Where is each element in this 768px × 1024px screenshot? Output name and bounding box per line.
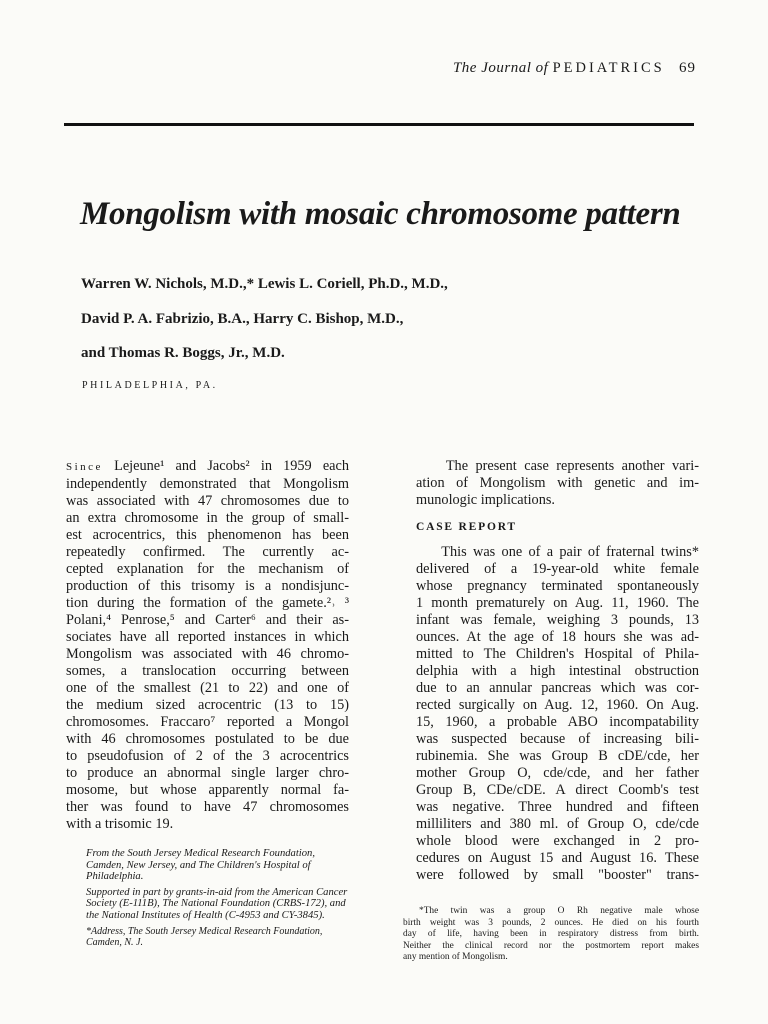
- body-line: was suspected because of increasing bili-: [416, 731, 699, 747]
- body-line: munologic implications.: [416, 492, 555, 508]
- body-line: somes, a translocation occurring between: [66, 663, 349, 679]
- footnote-support: Supported in part by grants-in-aid from the American Cancer Society (E-111B), The National Foundation (CRBS-172), and the National Institutes of Health (C-4953 and CY-3845).: [86, 886, 348, 921]
- body-line: ounces. At the age of 18 hours she was ad-: [416, 629, 699, 645]
- right-footnote: [403, 906, 699, 964]
- running-head: [453, 60, 696, 77]
- body-line: tion during the formation of the gamete.²˒ ³: [66, 595, 349, 611]
- author-line-1: Warren W. Nichols, M.D.,* Lewis L. Coriell, Ph.D., M.D.,: [81, 276, 448, 292]
- body-line: The present case represents another vari-: [445, 458, 699, 474]
- journal-prefix: The Journal of: [452, 60, 549, 76]
- body-line: rected surgically on Aug. 12, 1960. On Aug.: [416, 697, 699, 713]
- author-line-2: David P. A. Fabrizio, B.A., Harry C. Bishop, M.D.,: [81, 311, 404, 327]
- body-line: milliliters and 380 ml. of Group O, cde/cde: [416, 816, 699, 832]
- body-line: with a trisomic 19.: [66, 816, 174, 832]
- body-line: cepted explanation for the mechanism of: [66, 561, 349, 577]
- body-line: was negative. Three hundred and fifteen: [416, 799, 699, 815]
- body-line: whose pregnancy terminated spontaneously: [416, 578, 699, 594]
- body-line: mosome, but whose apparently normal fa-: [66, 782, 349, 798]
- footnote-line: Neither the clinical record nor the postmortem report makes: [403, 940, 699, 951]
- left-footnotes: [86, 848, 348, 953]
- body-line: to produce an abnormal single larger chro-: [66, 765, 349, 781]
- footnote-line: any mention of Mongolism.: [403, 952, 508, 962]
- lead-word: Since: [66, 461, 103, 473]
- body-line: Mongolism was associated with 46 chromo-: [66, 646, 349, 662]
- body-line: independently demonstrated that Mongolism: [66, 476, 349, 492]
- body-line: Polani,⁴ Penrose,⁵ and Carter⁶ and their as-: [66, 612, 349, 628]
- body-line: due to an annular pancreas which was cor-: [416, 680, 699, 696]
- body-line: production of this trisomy is a nondisjunc-: [66, 578, 349, 594]
- body-line: an extra chromosome in the group of small-: [66, 510, 349, 526]
- body-line: delivered of a 19-year-old white female: [416, 561, 699, 577]
- body-line: whole blood were exchanged in 2 pro-: [416, 833, 699, 849]
- body-line: This was one of a pair of fraternal twins*: [441, 544, 700, 560]
- body-line: rubinemia. She was Group B cDE/cde, her: [416, 748, 699, 764]
- body-line: ation of Mongolism with genetic and im-: [416, 475, 699, 491]
- body-line: cedures on August 15 and August 16. These: [416, 850, 699, 866]
- header-rule: [64, 123, 694, 126]
- journal-name: PEDIATRICS: [552, 60, 665, 76]
- body-line: the medium sized acrocentric (13 to 15): [66, 697, 349, 713]
- footnote-line: day of life, having been in respiratory distress from birth.: [403, 929, 699, 939]
- body-line: Since Lejeune¹ and Jacobs² in 1959 each: [66, 458, 350, 474]
- body-line: ther was found to have 47 chromosomes: [66, 799, 349, 815]
- section-heading: CASE REPORT: [416, 521, 517, 533]
- body-line: infant was female, weighing 3 pounds, 13: [416, 612, 699, 628]
- footnote-line: *The twin was a group O Rh negative male whose: [419, 906, 699, 916]
- body-line: sociates have all reported instances in which: [66, 629, 349, 645]
- body-line: mitted to The Children's Hospital of Phila-: [416, 646, 699, 662]
- page-number: 69: [679, 60, 696, 76]
- body-line: chromosomes. Fraccaro⁷ reported a Mongol: [66, 714, 349, 730]
- right-column-body: [416, 458, 699, 884]
- footnote-address: *Address, The South Jersey Medical Research Foundation, Camden, N. J.: [86, 925, 323, 949]
- body-line: with 46 chromosomes postulated to be due: [66, 731, 349, 747]
- footnote-affiliation: From the South Jersey Medical Research Foundation, Camden, New Jersey, and The Children's Hospital of Philadelphia.: [86, 848, 315, 883]
- footnote-line: birth weight was 3 pounds, 2 ounces. He died on his fourth: [403, 917, 699, 928]
- article-title: Mongolism with mosaic chromosome pattern: [80, 196, 681, 232]
- body-line: Group B, CDe/cDE. A direct Coomb's test: [416, 782, 699, 798]
- body-line: est acrocentrics, this phenomenon has been: [66, 527, 349, 543]
- body-line: to pseudofusion of 2 of the 3 acrocentrics: [66, 748, 349, 764]
- body-line: were followed by small "booster" trans-: [416, 867, 699, 883]
- body-line: was associated with 47 chromosomes due to: [66, 493, 349, 509]
- affiliation: PHILADELPHIA, PA.: [82, 380, 218, 391]
- body-line: one of the smallest (21 to 22) and one of: [66, 680, 349, 696]
- body-line: mother Group O, cde/cde, and her father: [416, 765, 699, 781]
- body-line: repeatedly confirmed. The currently ac-: [66, 544, 349, 560]
- body-line: delphia with a high intestinal obstruction: [416, 663, 699, 679]
- author-line-3: and Thomas R. Boggs, Jr., M.D.: [81, 345, 285, 361]
- left-column-body: [66, 458, 349, 833]
- body-line: 1 month prematurely on Aug. 11, 1960. The: [416, 595, 699, 611]
- body-line: 15, 1960, a probable ABO incompatability: [416, 714, 699, 730]
